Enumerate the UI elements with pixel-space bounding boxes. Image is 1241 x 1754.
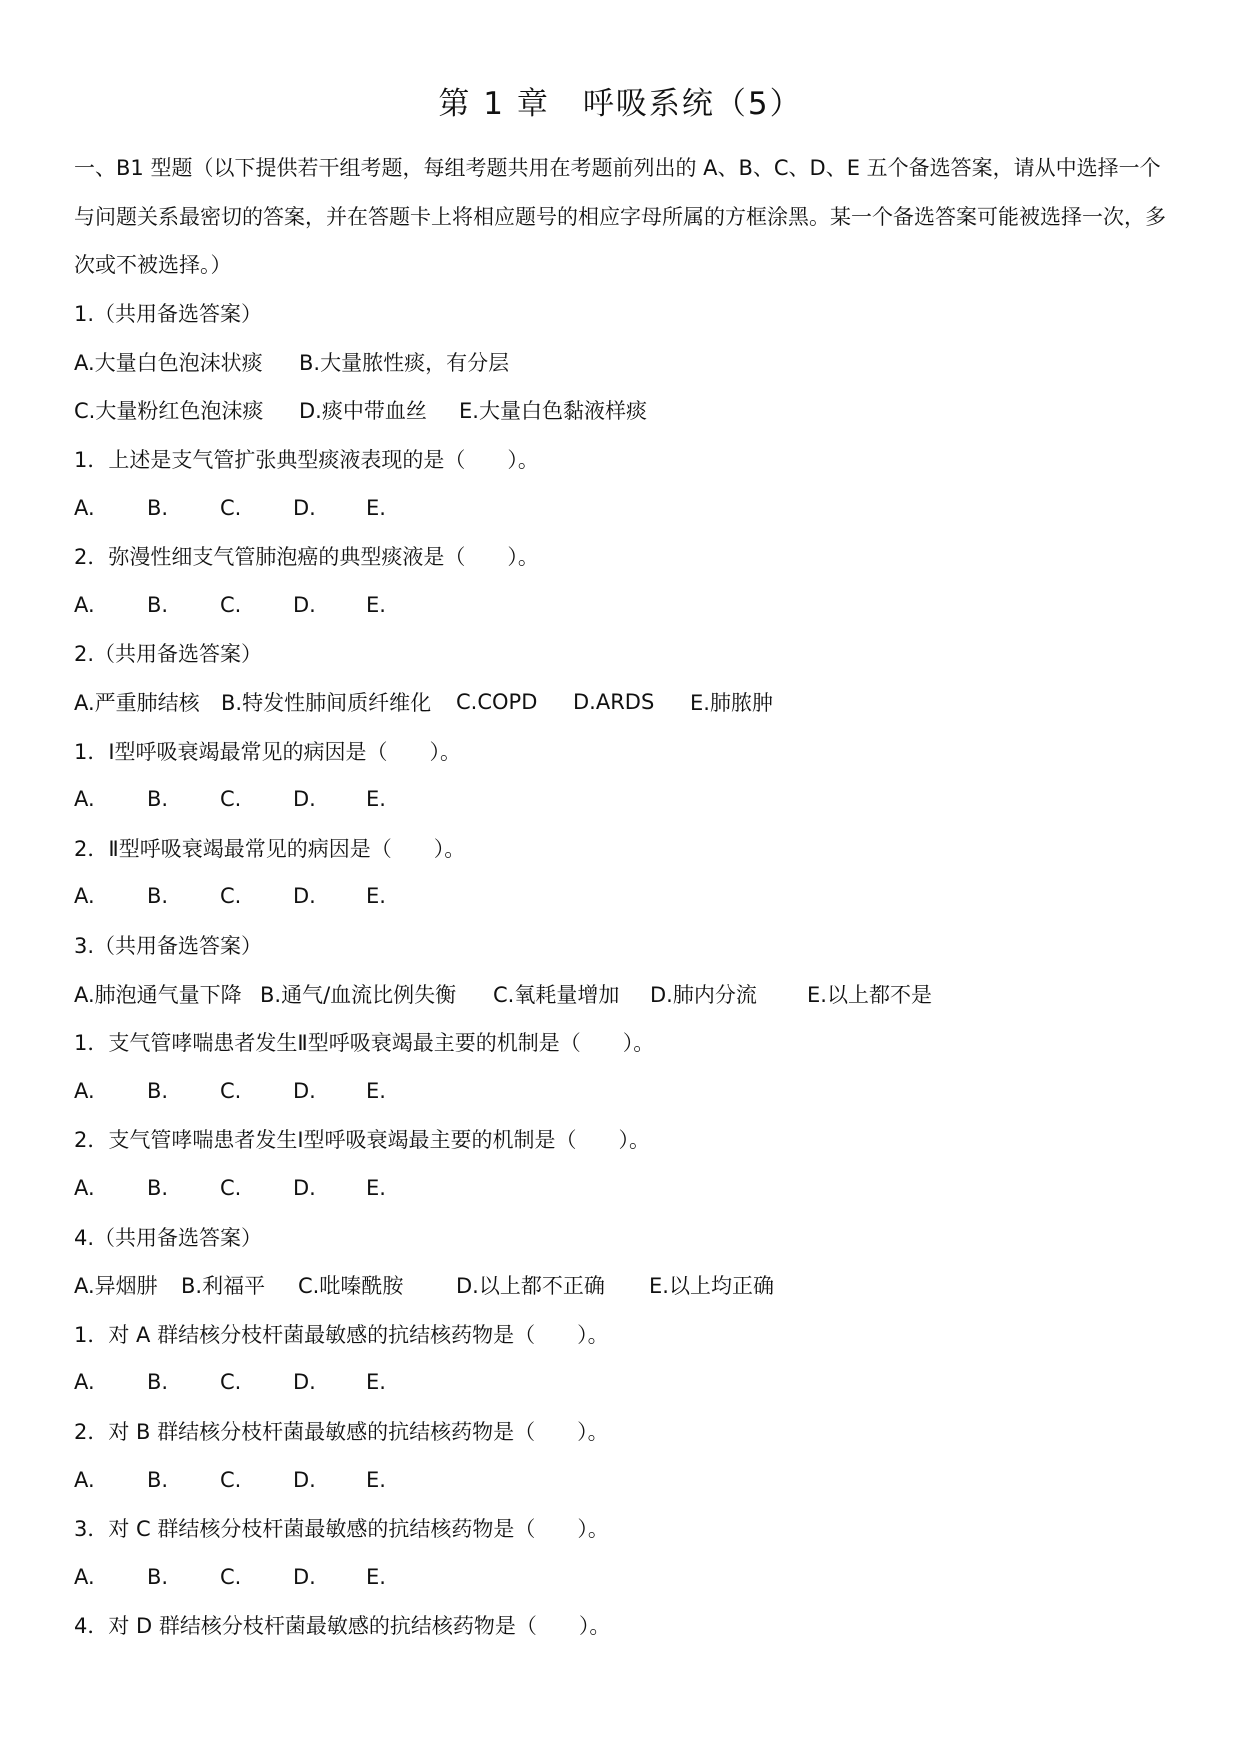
answer-letter: C. — [220, 1467, 242, 1492]
answer-letter: B. — [147, 592, 169, 617]
question-stem: 2．支气管哮喘患者发生Ⅰ型呼吸衰竭最主要的机制是（ ）。 — [74, 1128, 651, 1153]
answer-letters-row — [74, 775, 1174, 824]
answer-option: E.以上均正确 — [649, 1274, 774, 1299]
answer-option: D.痰中带血丝 — [299, 399, 427, 424]
answer-option: A.大量白色泡沫状痰 — [74, 350, 263, 375]
answer-letter: B. — [147, 1564, 169, 1589]
answer-letter: B. — [147, 884, 169, 909]
options-row — [74, 678, 1174, 727]
question-list — [74, 289, 1174, 1650]
answer-option: A.严重肺结核 — [74, 691, 200, 716]
answer-letter: C. — [220, 1078, 242, 1103]
answer-letters-row — [74, 872, 1174, 921]
answer-letter: E. — [366, 495, 386, 520]
answer-option: C.吡嗪酰胺 — [298, 1274, 404, 1299]
question-stem: 2．对 B 群结核分枝杆菌最敏感的抗结核药物是（ ）。 — [74, 1419, 609, 1444]
answer-option: E.肺脓肿 — [690, 691, 773, 716]
answer-option: C.COPD — [456, 690, 538, 715]
answer-letter: A. — [74, 592, 95, 617]
answer-letter: B. — [147, 787, 169, 812]
answer-letter: D. — [293, 787, 316, 812]
answer-letters-row — [74, 1358, 1174, 1407]
answer-letter: A. — [74, 1078, 95, 1103]
options-row — [74, 338, 1174, 387]
answer-letter: D. — [293, 1370, 316, 1395]
answer-letter: C. — [220, 1175, 242, 1200]
answer-letter: E. — [366, 787, 386, 812]
answer-letter: C. — [220, 1370, 242, 1395]
answer-letter: B. — [147, 1467, 169, 1492]
answer-option: B.通气/血流比例失衡 — [260, 982, 457, 1007]
answer-option: D.肺内分流 — [650, 982, 757, 1007]
answer-letters-row — [74, 581, 1174, 630]
answer-letter: D. — [293, 884, 316, 909]
answer-letters-row — [74, 1552, 1174, 1601]
answer-letter: D. — [293, 1564, 316, 1589]
answer-letter: E. — [366, 592, 386, 617]
options-row — [74, 1261, 1174, 1310]
answer-letter: E. — [366, 1175, 386, 1200]
question-stem: 4．对 D 群结核分枝杆菌最敏感的抗结核药物是（ ）。 — [74, 1614, 611, 1639]
answer-letter: E. — [366, 1370, 386, 1395]
options-row — [74, 386, 1174, 435]
answer-letter: C. — [220, 592, 242, 617]
answer-letter: B. — [147, 1370, 169, 1395]
answer-letter: A. — [74, 884, 95, 909]
answer-option: B.大量脓性痰，有分层 — [299, 350, 510, 375]
answer-letters-row — [74, 1455, 1174, 1504]
answer-option: E.大量白色黏液样痰 — [459, 399, 647, 424]
answer-letters-row — [74, 1164, 1174, 1213]
answer-option: C.氧耗量增加 — [493, 982, 620, 1007]
answer-option: B.特发性肺间质纤维化 — [221, 691, 432, 716]
group-header: 3.（共用备选答案） — [74, 934, 263, 959]
answer-letter: D. — [293, 1078, 316, 1103]
answer-option: A.异烟肼 — [74, 1274, 158, 1299]
section-instructions: 一、B1 型题（以下提供若干组考题，每组考题共用在考题前列出的 A、B、C、D、E 五个备选答案，请从中选择一个与问题关系最密切的答案，并在答题卡上将相应题号的相应字母所属的方框涂黑。某一个备选答案可能被选择一次，多次或不被选择。） — [74, 156, 1166, 277]
answer-letter: C. — [220, 884, 242, 909]
answer-option: C.大量粉红色泡沫痰 — [74, 399, 264, 424]
question-stem: 1．支气管哮喘患者发生Ⅱ型呼吸衰竭最主要的机制是（ ）。 — [74, 1031, 655, 1056]
answer-letter: D. — [293, 1175, 316, 1200]
answer-letter: D. — [293, 1467, 316, 1492]
answer-letter: B. — [147, 1078, 169, 1103]
answer-letter: A. — [74, 1564, 95, 1589]
answer-letter: E. — [366, 1467, 386, 1492]
group-header: 1.（共用备选答案） — [74, 302, 263, 327]
answer-letter: E. — [366, 1078, 386, 1103]
answer-letters-row — [74, 1067, 1174, 1116]
question-stem: 1．对 A 群结核分枝杆菌最敏感的抗结核药物是（ ）。 — [74, 1322, 609, 1347]
answer-option: A.肺泡通气量下降 — [74, 982, 242, 1007]
question-stem: 3．对 C 群结核分枝杆菌最敏感的抗结核药物是（ ）。 — [74, 1517, 609, 1542]
answer-letter: D. — [293, 592, 316, 617]
group-header: 4.（共用备选答案） — [74, 1225, 263, 1250]
options-row — [74, 969, 1174, 1018]
answer-letter: C. — [220, 1564, 242, 1589]
group-header: 2.（共用备选答案） — [74, 642, 263, 667]
answer-letter: A. — [74, 1175, 95, 1200]
answer-letter: A. — [74, 787, 95, 812]
question-stem: 2．Ⅱ型呼吸衰竭最常见的病因是（ ）。 — [74, 836, 466, 861]
answer-option: D.ARDS — [573, 690, 655, 715]
answer-letter: A. — [74, 1370, 95, 1395]
answer-letter: A. — [74, 1467, 95, 1492]
answer-option: B.利福平 — [181, 1274, 266, 1299]
page-title: 第 1 章 呼吸系统（5） — [438, 86, 803, 122]
answer-letter: C. — [220, 495, 242, 520]
question-stem: 2．弥漫性细支气管肺泡癌的典型痰液是（ ）。 — [74, 545, 539, 570]
question-stem: 1．上述是支气管扩张典型痰液表现的是（ ）。 — [74, 448, 539, 473]
answer-option: E.以上都不是 — [807, 982, 932, 1007]
answer-letter: D. — [293, 495, 316, 520]
answer-letter: C. — [220, 787, 242, 812]
answer-letter: E. — [366, 1564, 386, 1589]
question-stem: 1．Ⅰ型呼吸衰竭最常见的病因是（ ）。 — [74, 739, 462, 764]
answer-letter: E. — [366, 884, 386, 909]
answer-letter: B. — [147, 1175, 169, 1200]
answer-letter: B. — [147, 495, 169, 520]
answer-letter: A. — [74, 495, 95, 520]
answer-letters-row — [74, 483, 1174, 532]
answer-option: D.以上都不正确 — [456, 1274, 605, 1299]
